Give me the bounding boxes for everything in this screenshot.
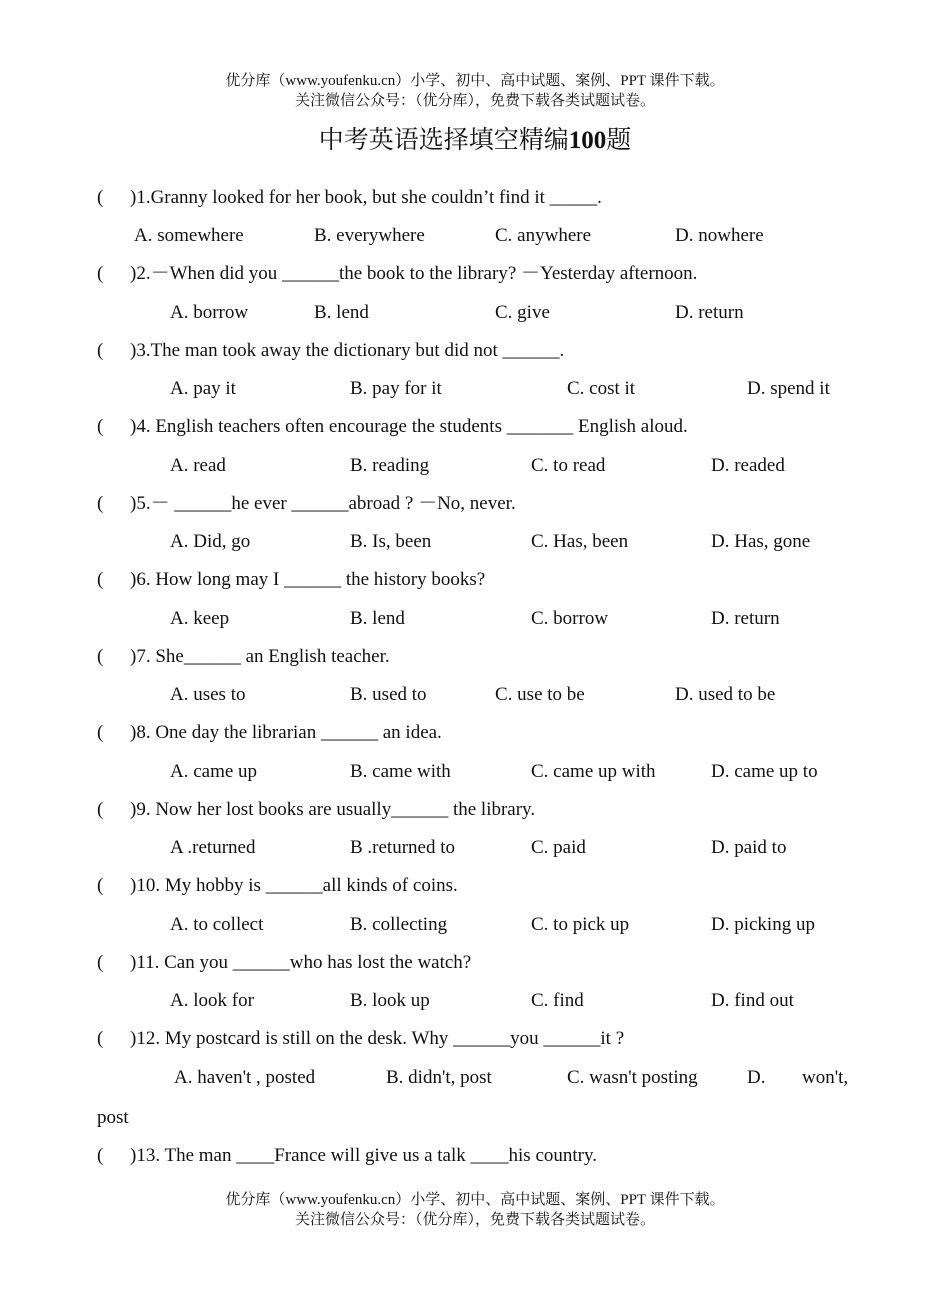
option-c: C. to read (531, 455, 606, 476)
header-line-1: 优分库（www.youfenku.cn）小学、初中、高中试题、案例、PPT 课件下载。 (225, 73, 725, 89)
option-d: D. return (675, 302, 744, 323)
option-c: C. paid (531, 837, 586, 858)
answer-paren: ( (97, 263, 104, 284)
option-a: A. somewhere (134, 225, 244, 246)
option-c: C. cost it (567, 378, 636, 399)
question-text: )10. My hobby is ______all kinds of coins. (130, 875, 458, 896)
option-b: B. look up (350, 990, 430, 1011)
answer-paren: ( (97, 952, 104, 973)
option-a: A. Did, go (170, 531, 251, 552)
question-13 (97, 1144, 597, 1168)
option-a: A. borrow (170, 302, 249, 323)
option-c: C. anywhere (495, 225, 592, 246)
option-d: D. picking up (711, 914, 815, 935)
answer-paren: ( (97, 340, 104, 361)
option-a: A. pay it (170, 378, 236, 399)
option-a: A. came up (170, 761, 258, 782)
option-d: D. find out (711, 990, 794, 1011)
answer-paren: ( (97, 1145, 104, 1166)
option-a: A. read (170, 455, 226, 476)
answer-paren: ( (97, 493, 104, 514)
option-b: B. lend (314, 302, 369, 323)
answer-paren: ( (97, 799, 104, 820)
option-b: B. collecting (350, 914, 448, 935)
question-text: )8. One day the librarian ______ an idea. (130, 722, 442, 743)
question-6 (97, 568, 485, 592)
answer-paren: ( (97, 722, 104, 743)
question-text: )4. English teachers often encourage the students _______ English aloud. (130, 416, 688, 437)
option-d: D. Has, gone (711, 531, 811, 552)
question-text: )13. The man ____France will give us a talk ____his country. (130, 1145, 597, 1166)
option-a: A. look for (170, 990, 254, 1011)
footer-line-1: 优分库（www.youfenku.cn）小学、初中、高中试题、案例、PPT 课件下载。 (225, 1192, 725, 1208)
title-prefix: 中考英语选择填空精编 (318, 127, 569, 154)
question-7 (97, 645, 390, 669)
question-1 (97, 186, 602, 210)
question-text: )3.The man took away the dictionary but did not ______. (130, 340, 565, 361)
option-c: C. to pick up (531, 914, 630, 935)
option-d: D. nowhere (675, 225, 764, 246)
option-b: B. lend (350, 608, 405, 629)
option-b: B. used to (350, 684, 427, 705)
question-5 (97, 492, 516, 516)
answer-paren: ( (97, 187, 104, 208)
option-d: D. (747, 1067, 766, 1088)
option-d: D. paid to (711, 837, 787, 858)
option-a: A. haven't , posted (174, 1067, 316, 1088)
title-number: 100 (568, 127, 607, 154)
option-b: B .returned to (350, 837, 456, 858)
option-d-wrap: post (97, 1107, 129, 1128)
question-text: )2.－When did you ______the book to the library? －Yesterday afternoon. (130, 263, 698, 284)
question-9 (97, 798, 535, 822)
question-text: )1.Granny looked for her book, but she couldn’t find it _____. (130, 187, 602, 208)
question-8 (97, 721, 442, 745)
option-c: C. give (495, 302, 550, 323)
option-c: C. find (531, 990, 584, 1011)
option-b: B. pay for it (350, 378, 442, 399)
option-a: A. to collect (170, 914, 264, 935)
option-d: D. readed (711, 455, 785, 476)
title-suffix: 题 (606, 127, 632, 154)
option-b: B. reading (350, 455, 430, 476)
question-2 (97, 262, 697, 286)
header-line-2: 关注微信公众号：（优分库），免费下载各类试题试卷。 (294, 93, 655, 109)
option-a: A .returned (170, 837, 256, 858)
question-text: )7. She______ an English teacher. (130, 646, 390, 667)
option-b: B. everywhere (314, 225, 425, 246)
footer-line-2: 关注微信公众号：（优分库），免费下载各类试题试卷。 (294, 1212, 655, 1228)
answer-paren: ( (97, 416, 104, 437)
question-12 (97, 1027, 624, 1051)
option-d: D. used to be (675, 684, 776, 705)
question-10 (97, 874, 458, 898)
answer-paren: ( (97, 875, 104, 896)
option-c: C. use to be (495, 684, 585, 705)
option-b: B. Is, been (350, 531, 432, 552)
option-b: B. came with (350, 761, 451, 782)
question-text: )5.－ ______he ever ______abroad ? －No, never. (130, 493, 516, 514)
option-d-text: won't, (802, 1067, 849, 1088)
answer-paren: ( (97, 569, 104, 590)
option-c: C. wasn't posting (567, 1067, 698, 1088)
answer-paren: ( (97, 1028, 104, 1049)
option-d: D. spend it (747, 378, 830, 399)
answer-paren: ( (97, 646, 104, 667)
option-a: A. keep (170, 608, 230, 629)
question-text: )11. Can you ______who has lost the watch? (130, 952, 472, 973)
question-text: )6. How long may I ______ the history books? (130, 569, 486, 590)
question-4 (97, 415, 688, 439)
page-title (0, 124, 950, 158)
option-c: C. borrow (531, 608, 609, 629)
option-a: A. uses to (170, 684, 246, 705)
question-11 (97, 951, 471, 975)
option-c: C. came up with (531, 761, 656, 782)
question-text: )9. Now her lost books are usually______ the library. (130, 799, 536, 820)
option-b: B. didn't, post (386, 1067, 492, 1088)
question-text: )12. My postcard is still on the desk. Why ______you ______it ? (130, 1028, 625, 1049)
option-d: D. came up to (711, 761, 818, 782)
option-d: D. return (711, 608, 780, 629)
question-3 (97, 339, 564, 363)
option-c: C. Has, been (531, 531, 629, 552)
